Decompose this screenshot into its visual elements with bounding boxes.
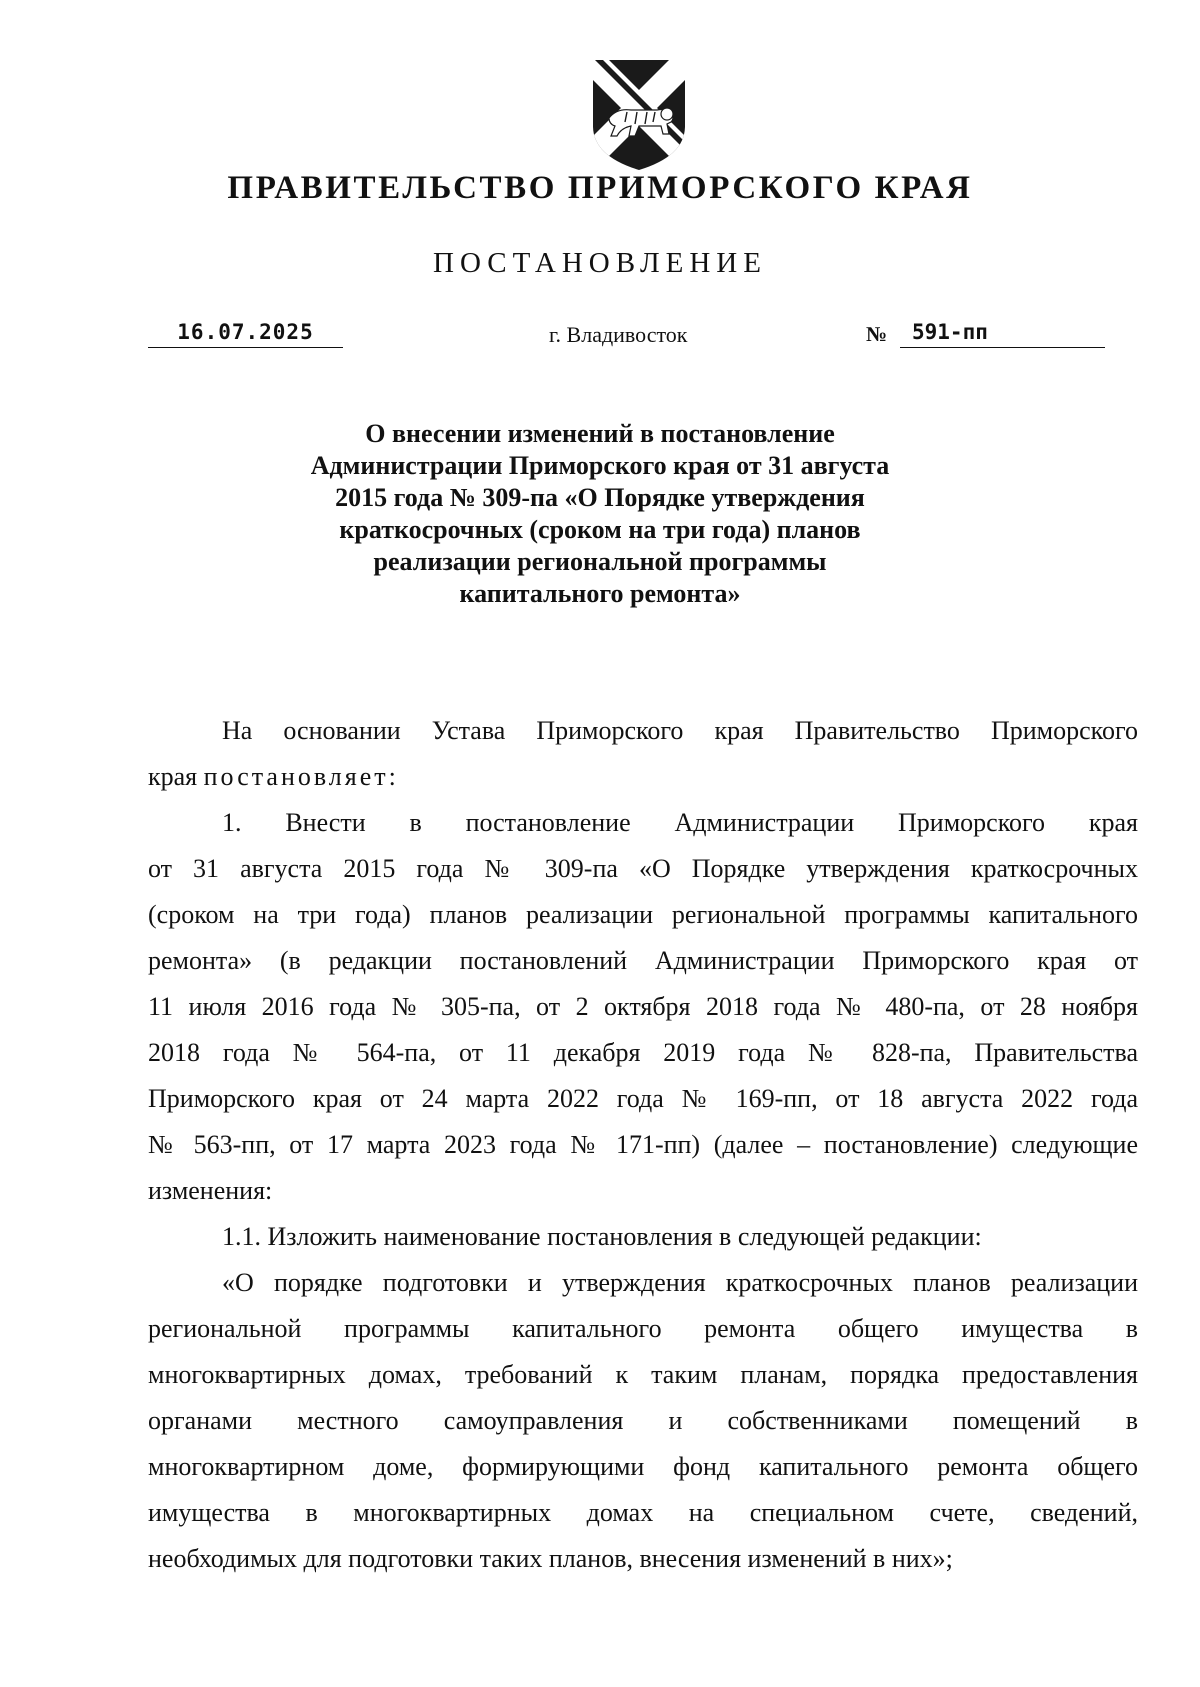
body-line: изменения: bbox=[148, 1176, 273, 1205]
body-line: Приморского края от 24 марта 2022 года № 169-пп, от 18 августа 2022 года bbox=[148, 1084, 1138, 1113]
body-text: края bbox=[148, 762, 204, 791]
subject-line: краткосрочных (сроком на три года) планов bbox=[339, 515, 861, 544]
decree-word: постановляет: bbox=[203, 762, 399, 791]
body-line: 11 июля 2016 года № 305-па, от 2 октября 2018 года № 480-па, от 28 ноября bbox=[148, 992, 1138, 1021]
government-title: ПРАВИТЕЛЬСТВО ПРИМОРСКОГО КРАЯ bbox=[227, 170, 973, 206]
body-line: от 31 августа 2015 года № 309-па «О Порядке утверждения краткосрочных bbox=[148, 854, 1138, 883]
body-line: На основании Устава Приморского края Правительство Приморского bbox=[222, 716, 1138, 745]
number-sign: № bbox=[866, 322, 888, 346]
body-line: ремонта» (в редакции постановлений Администрации Приморского края от bbox=[148, 946, 1138, 975]
body-line: имущества в многоквартирных домах на специальном счете, сведений, bbox=[148, 1498, 1138, 1527]
subject-line: 2015 года № 309-па «О Порядке утверждения bbox=[335, 483, 865, 512]
subject-line: О внесении изменений в постановление bbox=[365, 419, 835, 448]
body-line: многоквартирных домах, требований к таким планам, порядка предоставления bbox=[148, 1360, 1138, 1389]
body-line: многоквартирном доме, формирующими фонд капитального ремонта общего bbox=[148, 1452, 1138, 1481]
document-type: ПОСТАНОВЛЕНИЕ bbox=[433, 247, 767, 279]
body-line: 1.1. Изложить наименование постановления в следующей редакции: bbox=[222, 1222, 982, 1251]
document-subject bbox=[250, 418, 950, 610]
body-line: 1. Внести в постановление Администрации Приморского края bbox=[222, 808, 1138, 837]
document-date: 16.07.2025 bbox=[148, 320, 343, 348]
body-line: региональной программы капитального ремонта общего имущества в bbox=[148, 1314, 1138, 1343]
subject-line: капитального ремонта» bbox=[459, 579, 741, 608]
body-line: «О порядке подготовки и утверждения краткосрочных планов реализации bbox=[222, 1268, 1138, 1297]
document-city: г. Владивосток bbox=[549, 322, 688, 347]
body-line: органами местного самоуправления и собственниками помещений в bbox=[148, 1406, 1138, 1435]
subject-line: реализации региональной программы bbox=[373, 547, 827, 576]
body-line: необходимых для подготовки таких планов, внесения изменений в них»; bbox=[148, 1544, 953, 1573]
document-body bbox=[148, 708, 1138, 1582]
subject-line: Администрации Приморского края от 31 августа bbox=[310, 451, 890, 480]
coat-of-arms-icon bbox=[587, 56, 691, 174]
body-line: (сроком на три года) планов реализации региональной программы капитального bbox=[148, 900, 1138, 929]
body-line: № 563-пп, от 17 марта 2023 года № 171-пп) (далее – постановление) следующие bbox=[148, 1130, 1138, 1159]
document-number: 591-пп bbox=[900, 320, 1105, 348]
body-line: 2018 года № 564-па, от 11 декабря 2019 года № 828-па, Правительства bbox=[148, 1038, 1138, 1067]
body-line bbox=[148, 754, 1138, 800]
